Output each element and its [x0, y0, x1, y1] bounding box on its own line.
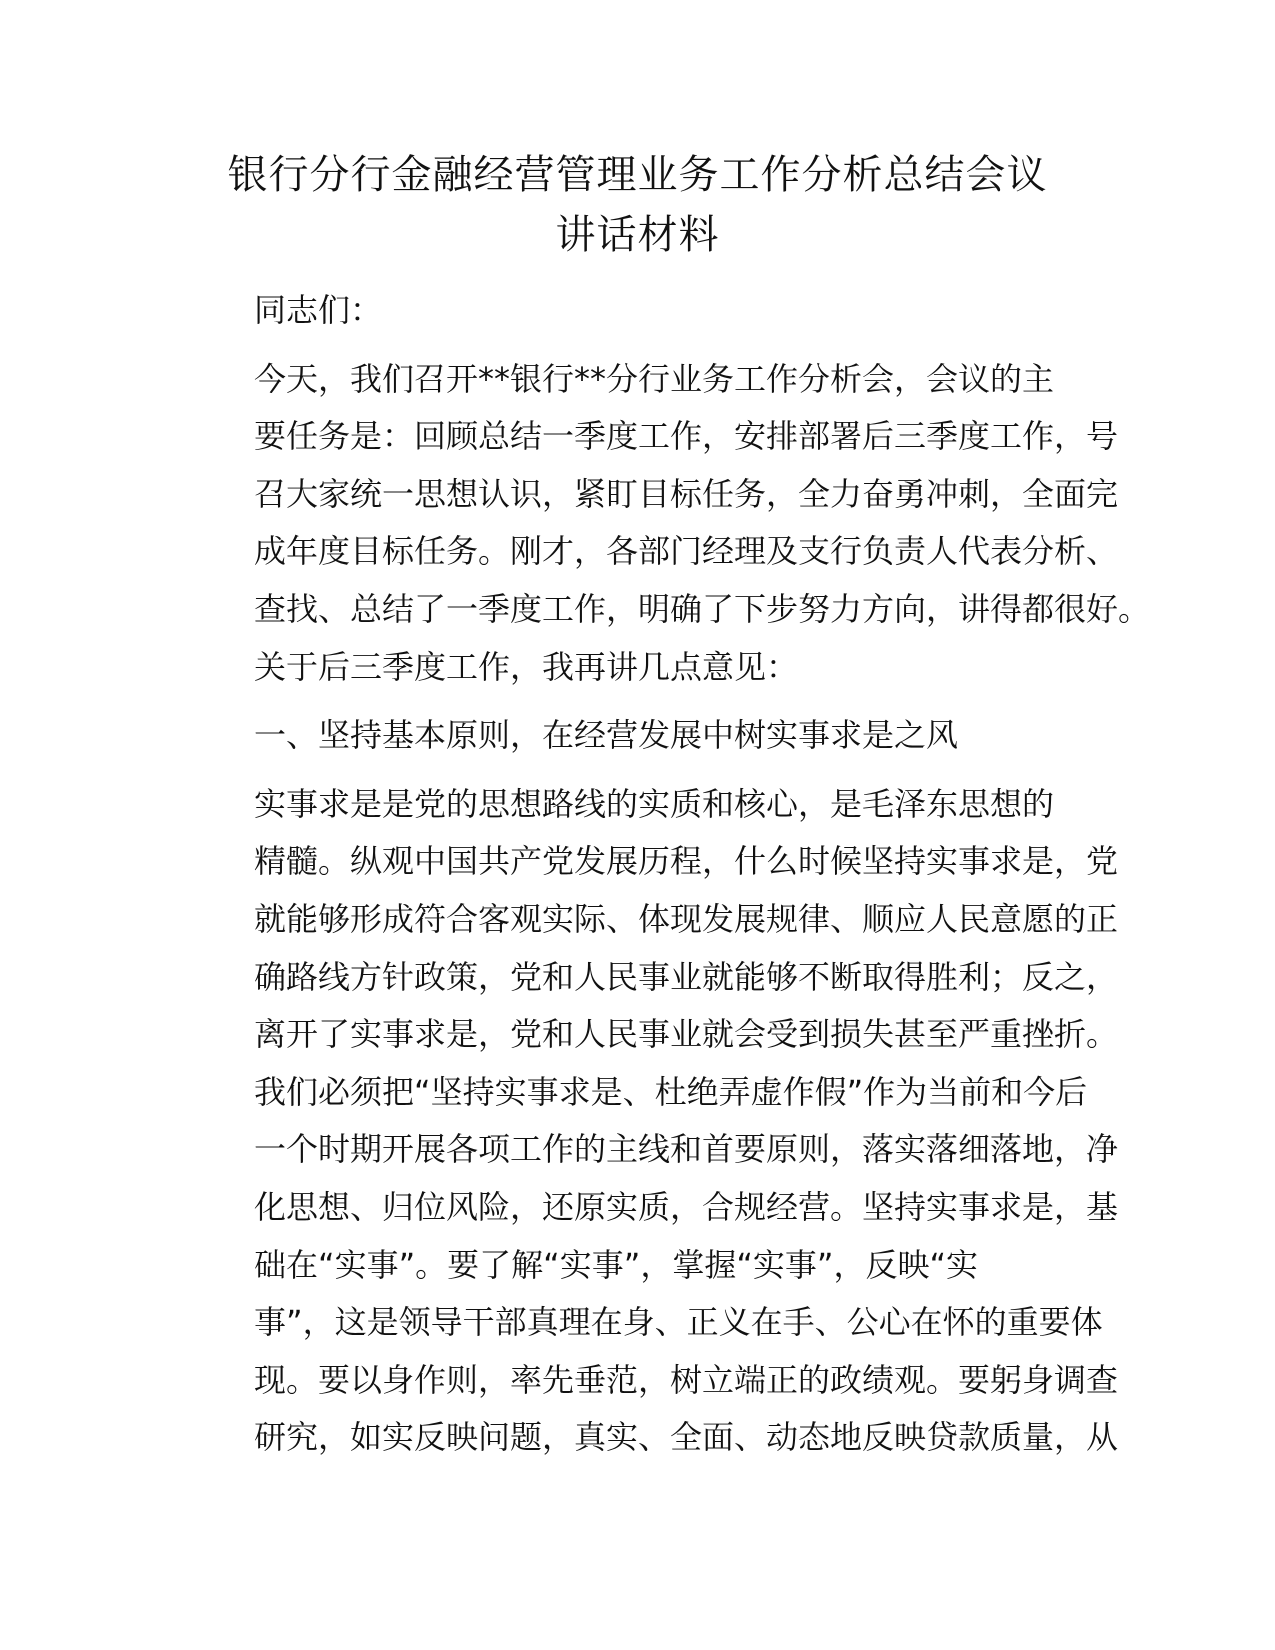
document-body	[186, 282, 1151, 1478]
text-line: 一、坚持基本原则，在经营发展中树实事求是之风	[254, 716, 959, 755]
text-line: 关于后三季度工作，我再讲几点意见：	[254, 647, 799, 686]
paragraph-salutation	[186, 282, 1090, 340]
document-title	[180, 145, 1095, 265]
text-line: 化思想、归位风险，还原实质，合规经营。坚持实事求是，基	[254, 1187, 1119, 1226]
text-line: 召大家统一思想认识，紧盯目标任务，全力奋勇冲刺，全面完	[254, 474, 1119, 513]
text-line: 我们必须把“坚持实事求是、杜绝弄虚作假”作为当前和今后	[254, 1072, 1088, 1111]
text-line: 成年度目标任务。刚才，各部门经理及支行负责人代表分析、	[254, 532, 1119, 571]
text-line: 础在“实事”。要了解“实事”，掌握“实事”，反映“实	[254, 1245, 979, 1284]
paragraph-section-1	[186, 776, 1119, 1467]
text-line: 确路线方针政策，党和人民事业就能够不断取得胜利；反之，	[254, 957, 1119, 996]
text-line: 离开了实事求是，党和人民事业就会受到损失甚至严重挫折。	[254, 1015, 1119, 1054]
text-line: 查找、总结了一季度工作，明确了下步努力方向，讲得都很好。	[254, 589, 1151, 628]
text-line: 现。要以身作则，率先垂范，树立端正的政绩观。要躬身调查	[254, 1360, 1119, 1399]
paragraph-intro	[186, 351, 1151, 697]
text-line: 事”，这是领导干部真理在身、正义在手、公心在怀的重要体	[254, 1303, 1103, 1342]
text-line: 精髓。纵观中国共产党发展历程，什么时候坚持实事求是，党	[254, 842, 1119, 881]
title-line-1: 银行分行金融经营管理业务工作分析总结会议	[227, 152, 1048, 198]
text-line: 实事求是是党的思想路线的实质和核心，是毛泽东思想的	[254, 784, 1055, 823]
text-line: 要任务是：回顾总结一季度工作，安排部署后三季度工作，号	[254, 417, 1119, 456]
section-heading-1	[186, 707, 1090, 765]
text-line: 一个时期开展各项工作的主线和首要原则，落实落细落地，净	[254, 1130, 1119, 1169]
text-line: 就能够形成符合客观实际、体现发展规律、顺应人民意愿的正	[254, 899, 1119, 938]
text-line: 今天，我们召开**银行**分行业务工作分析会，会议的主	[254, 359, 1055, 398]
text-line: 研究，如实反映问题，真实、全面、动态地反映贷款质量，从	[254, 1418, 1119, 1457]
title-line-2: 讲话材料	[555, 212, 720, 258]
text-line: 同志们：	[254, 291, 383, 329]
